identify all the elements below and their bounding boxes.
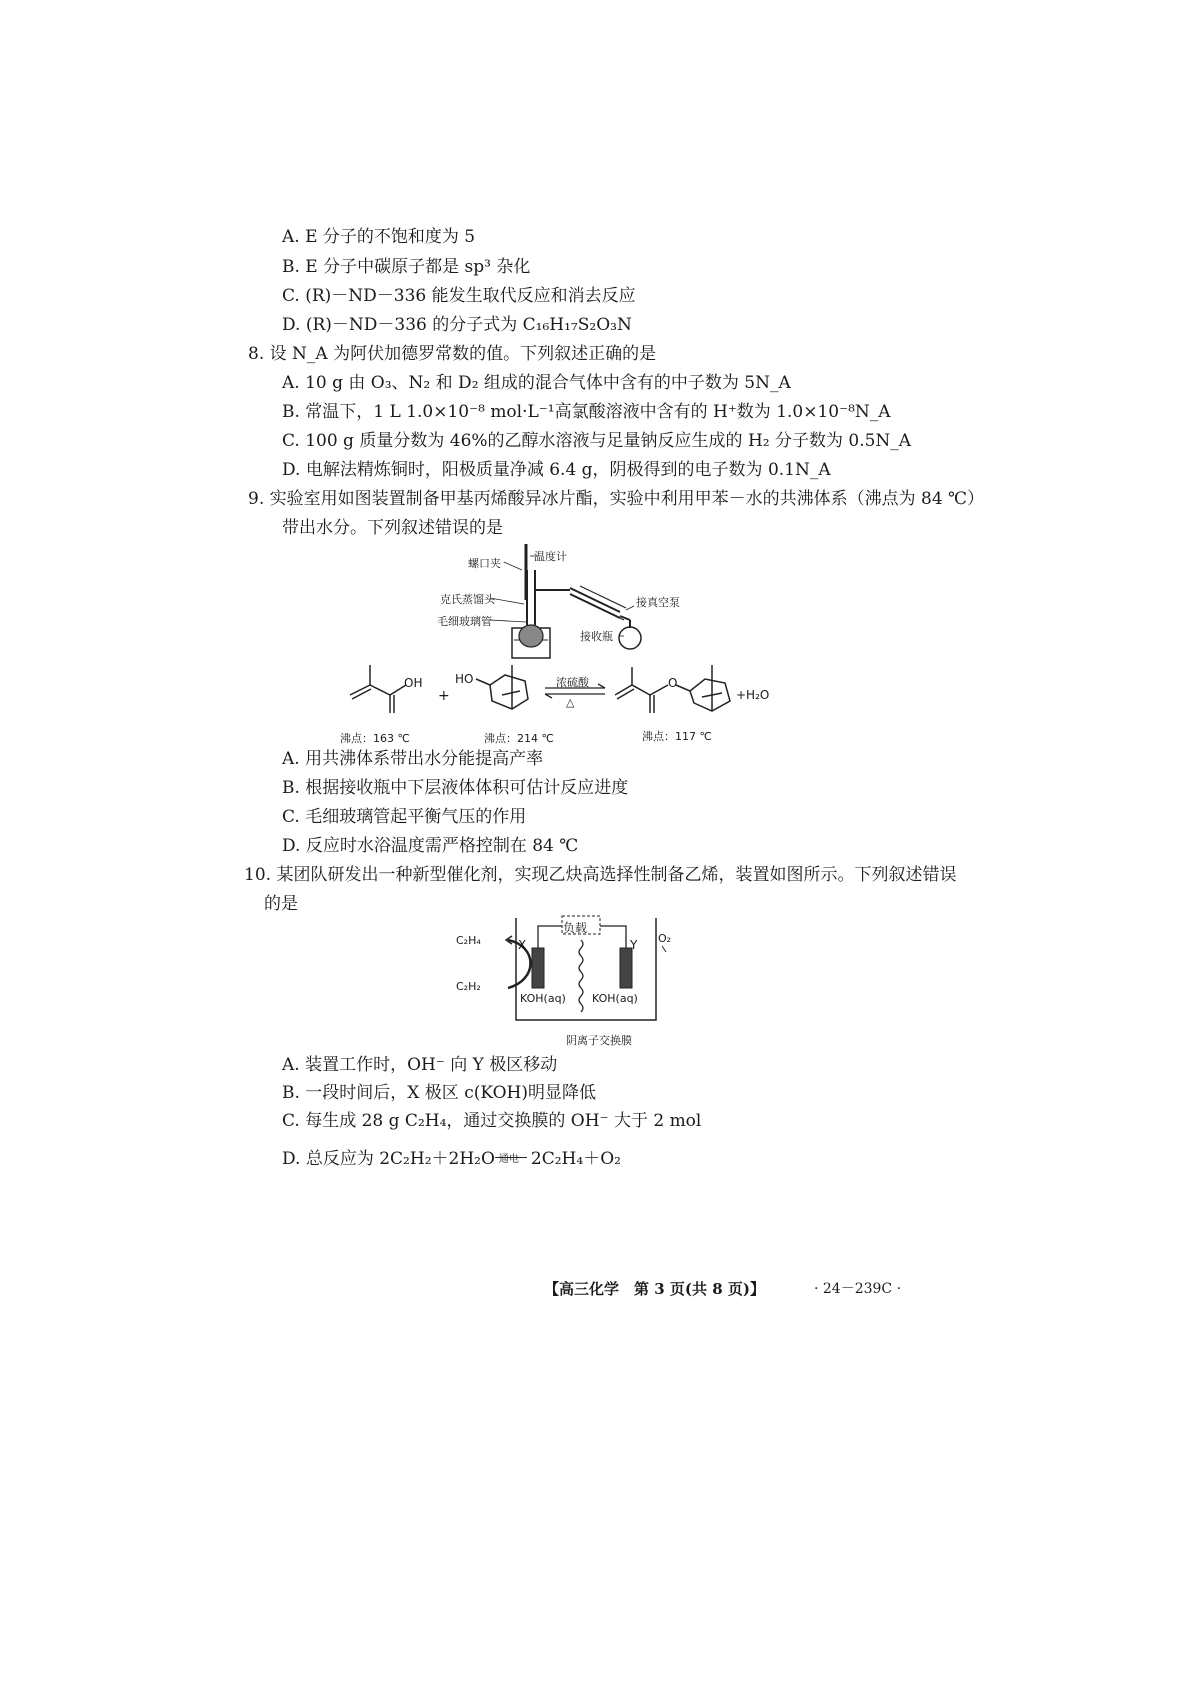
hydroxyl-label-alcohol: HO (455, 672, 474, 686)
q8-stem: 8. 设 N_A 为阿伏加德罗常数的值。下列叙述正确的是 (248, 344, 657, 364)
acetylene-label: C₂H₂ (456, 980, 481, 993)
reaction-plus-sign: + (438, 688, 450, 704)
membrane-label: 阴离子交换膜 (566, 1034, 632, 1047)
electrode-y-label: Y (630, 938, 638, 952)
q10-option-c: C. 每生成 28 g C₂H₄，通过交换膜的 OH⁻ 大于 2 mol (282, 1111, 702, 1131)
koh-left-label: KOH(aq) (520, 992, 566, 1005)
q7-option-a: A. E 分子的不饱和度为 5 (282, 227, 476, 247)
q10-option-d-suffix: 2C₂H₄＋O₂ (530, 1149, 621, 1169)
catalyst-label: 浓硫酸 (556, 676, 589, 689)
q8-option-b: B. 常温下，1 L 1.0×10⁻⁸ mol·L⁻¹高氯酸溶液中含有的 H⁺数为 1.0×10⁻⁸N_A (282, 402, 891, 422)
ester-oxygen-label: O (668, 676, 678, 690)
hydroxyl-label-acid: OH (404, 676, 423, 690)
boiling-point-acid: 沸点：163 ℃ (340, 732, 410, 745)
q10-option-a: A. 装置工作时，OH⁻ 向 Y 极区移动 (282, 1055, 558, 1075)
label-receiver-flask: 接收瓶 (580, 630, 613, 643)
methacrylic-acid-structure (350, 665, 406, 713)
q7-option-b: B. E 分子中碳原子都是 sp³ 杂化 (282, 257, 531, 277)
isoborneol-structure (476, 665, 528, 709)
exam-code: · 24－239C · (814, 1281, 902, 1297)
label-capillary-tube: 毛细玻璃管 (437, 615, 492, 628)
q9-option-c: C. 毛细玻璃管起平衡气压的作用 (282, 807, 527, 827)
q10-option-d-prefix: D. 总反应为 2C₂H₂＋2H₂O (282, 1149, 495, 1169)
koh-right-label: KOH(aq) (592, 992, 638, 1005)
q8-option-c: C. 100 g 质量分数为 46%的乙醇水溶液与足量钠反应生成的 H₂ 分子数为 0.5N_A (282, 431, 912, 451)
heat-symbol: △ (566, 696, 575, 709)
q10-stem-line1: 10. 某团队研发出一种新型催化剂，实现乙炔高选择性制备乙烯，装置如图所示。下列叙述错误 (244, 865, 957, 885)
label-vacuum-pump: 接真空泵 (636, 596, 680, 609)
electrolysis-arrow (495, 1154, 531, 1165)
water-product-label: +H₂O (736, 688, 770, 702)
q8-option-a: A. 10 g 由 O₃、N₂ 和 D₂ 组成的混合气体中含有的中子数为 5N_A (282, 373, 791, 393)
q7-option-d: D. (R)－ND－336 的分子式为 C₁₆H₁₇S₂O₃N (282, 315, 632, 335)
page-footer: 【高三化学 第 3 页(共 8 页)】 (544, 1280, 765, 1298)
load-label: 负载 (563, 921, 588, 935)
q9-option-d: D. 反应时水浴温度需严格控制在 84 ℃ (282, 836, 579, 856)
electrode-x-label: X (518, 938, 527, 952)
q8-option-d: D. 电解法精炼铜时，阳极质量净减 6.4 g，阴极得到的电子数为 0.1N_A (282, 460, 831, 480)
label-claisen-head: 克氏蒸馏头 (440, 593, 495, 606)
q10-option-b: B. 一段时间后，X 极区 c(KOH)明显降低 (282, 1083, 597, 1103)
q10-stem-line2: 的是 (264, 894, 298, 914)
q9-option-b: B. 根据接收瓶中下层液体体积可估计反应进度 (282, 778, 629, 798)
label-clamp: 螺口夹 (468, 557, 501, 570)
q9-stem-line2: 带出水分。下列叙述错误的是 (282, 518, 503, 538)
boiling-point-alcohol: 沸点：214 ℃ (484, 732, 554, 745)
electrolysis-condition: 通电 (498, 1154, 519, 1165)
q9-option-a: A. 用共沸体系带出水分能提高产率 (282, 749, 544, 769)
q9-stem-line1: 9. 实验室用如图装置制备甲基丙烯酸异冰片酯，实验中利用甲苯－水的共沸体系（沸点为 84 ℃） (248, 489, 985, 509)
oxygen-label: O₂ (658, 932, 672, 945)
q10-option-d (282, 1148, 621, 1170)
boiling-point-ester: 沸点：117 ℃ (642, 730, 712, 743)
label-thermometer: 温度计 (534, 550, 567, 563)
q7-option-c: C. (R)－ND－336 能发生取代反应和消去反应 (282, 286, 636, 306)
ethylene-label: C₂H₄ (456, 934, 481, 947)
